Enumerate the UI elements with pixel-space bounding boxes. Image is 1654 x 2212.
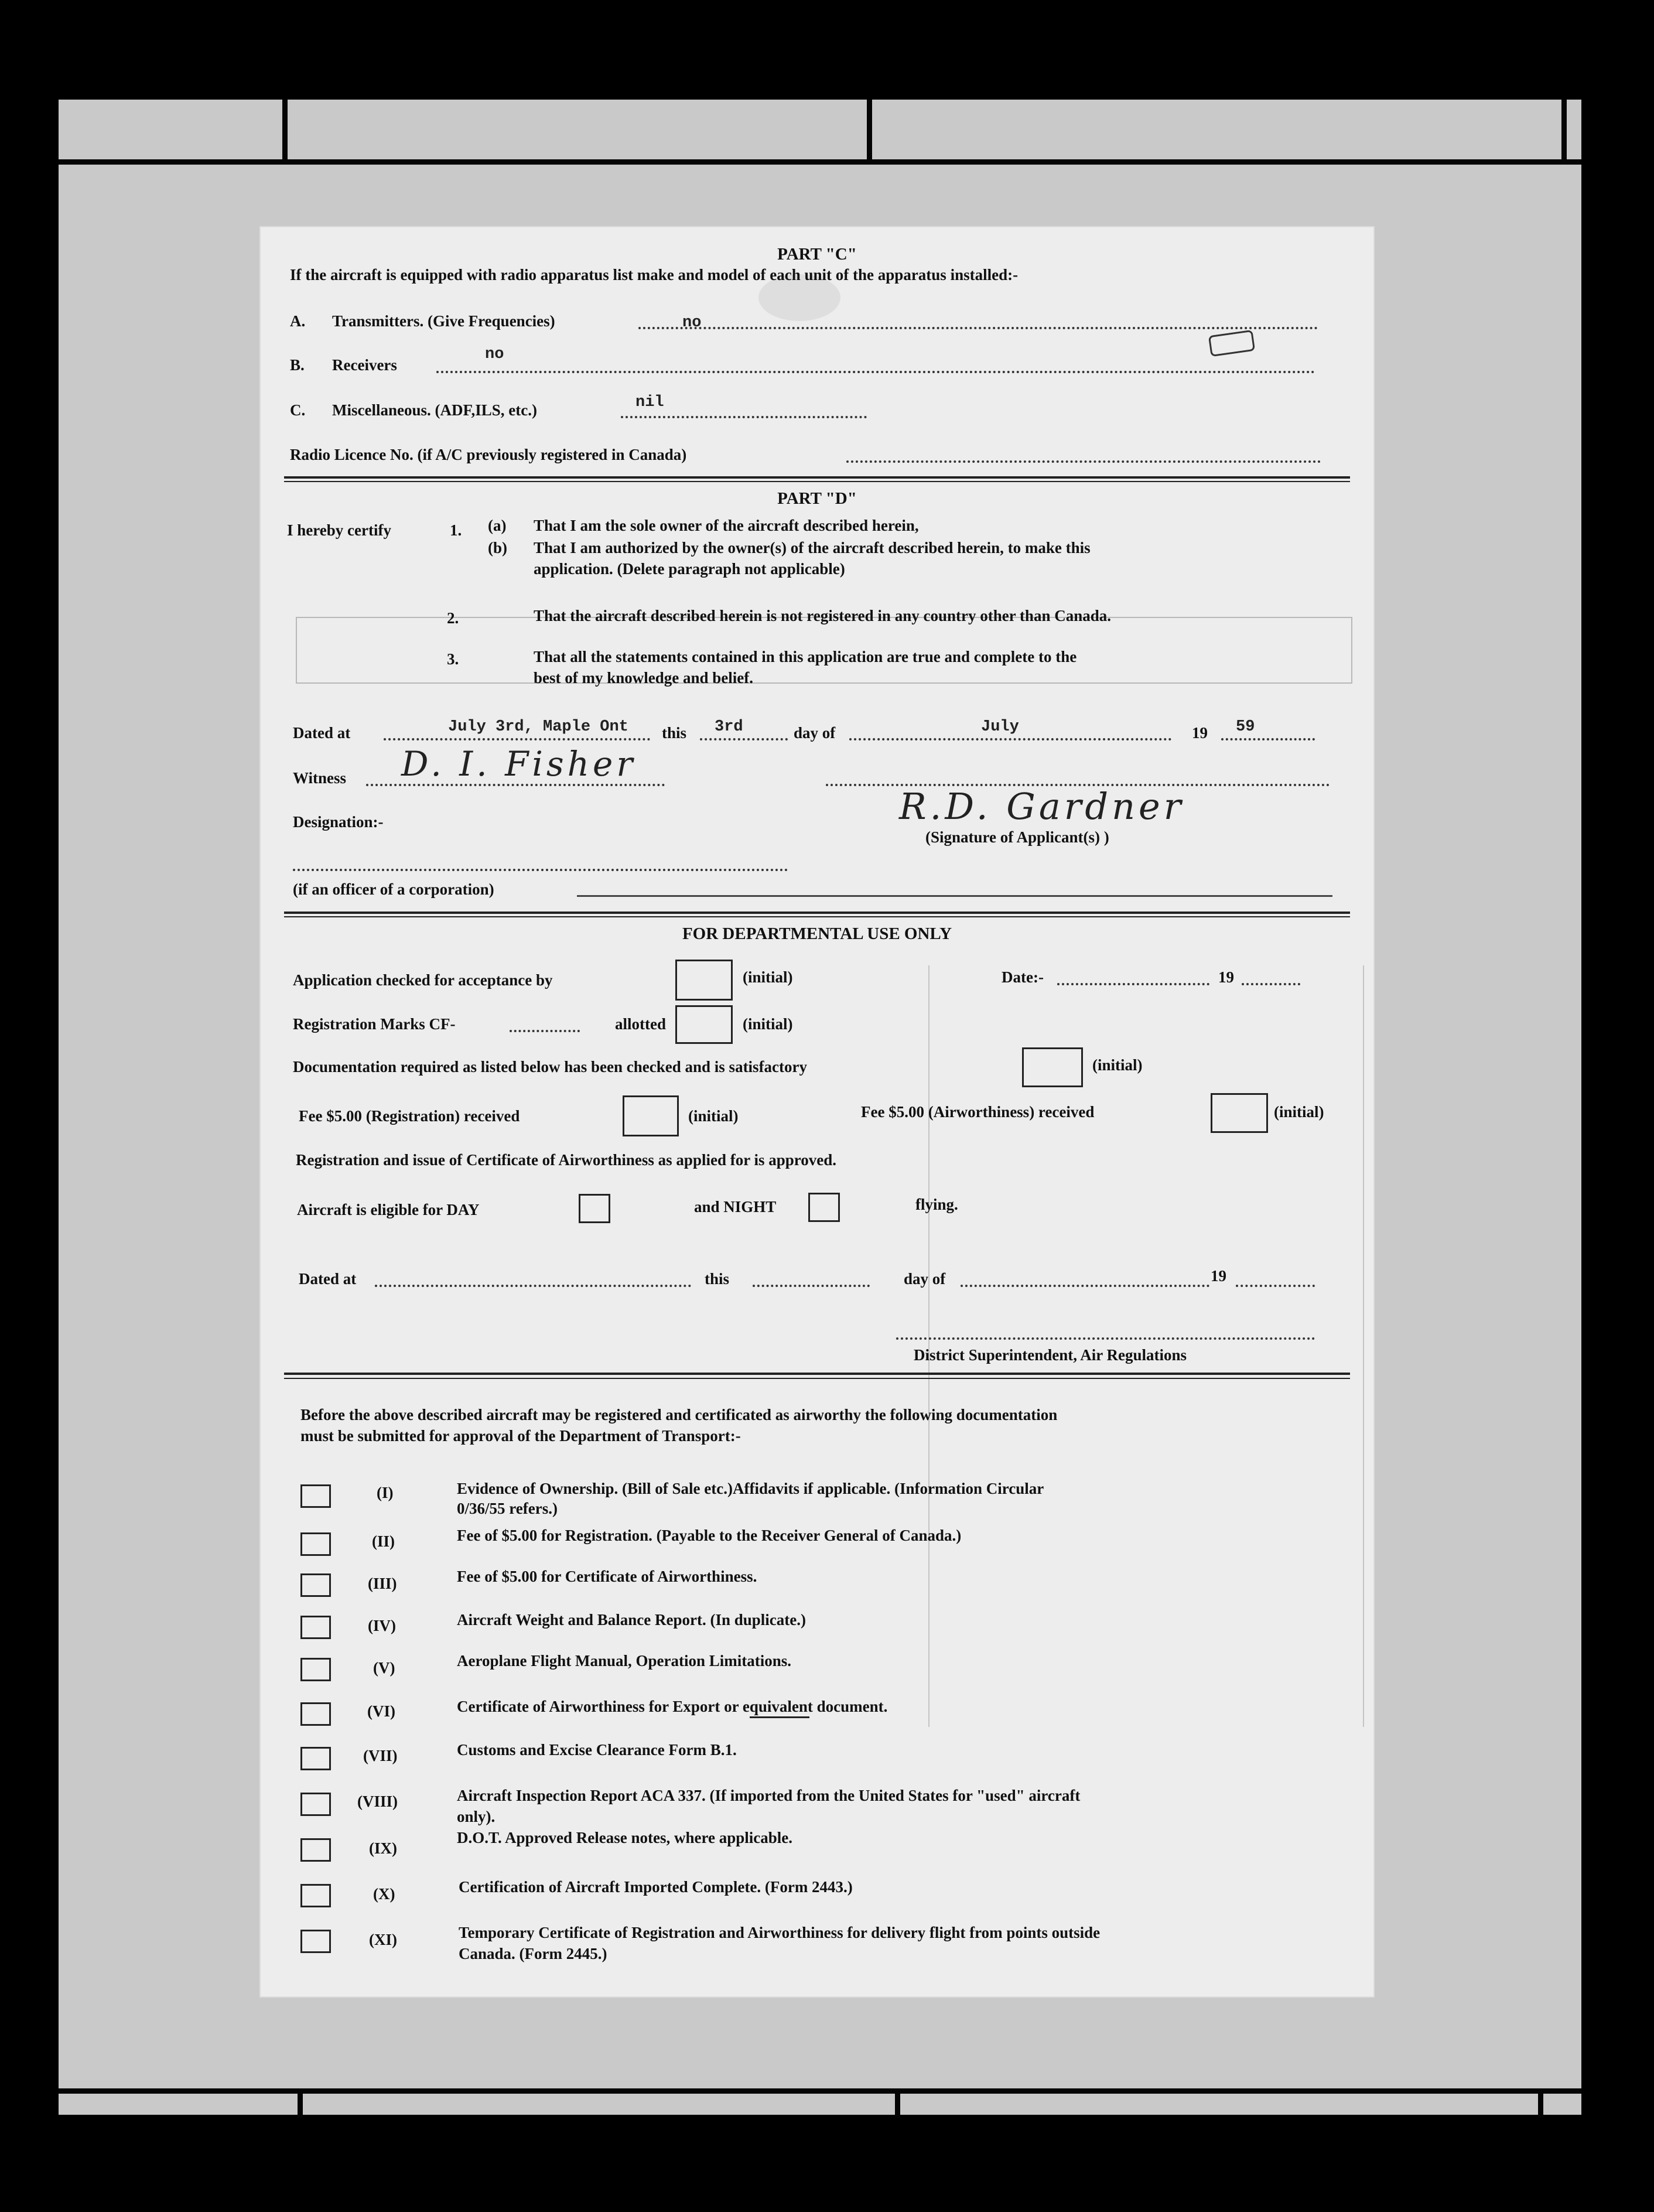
doc-item-number: (X) — [373, 1885, 395, 1903]
reg-marks-initial-label: (initial) — [743, 1015, 793, 1033]
doc-item-text: Fee of $5.00 for Registration. (Payable to the Receiver General of Canada.) — [457, 1527, 962, 1544]
clause-2-text: That the aircraft described herein is not registered in any country other than Canada. — [534, 607, 1111, 624]
fee-registration-label: Fee $5.00 (Registration) received — [299, 1107, 520, 1125]
dated-at-field-line — [384, 738, 650, 740]
this-field-line — [700, 738, 788, 740]
designation-field-line — [293, 869, 788, 871]
this-value[interactable]: 3rd — [715, 718, 743, 736]
dept-dated-at-field-line — [375, 1285, 691, 1287]
doc-item-number: (III) — [368, 1575, 397, 1592]
clause-1b-mark: (b) — [488, 539, 507, 557]
dept-year-prefix: 19 — [1211, 1267, 1226, 1285]
date-year-field-line — [1242, 983, 1300, 985]
radio-licence-field-line — [846, 460, 1321, 463]
night-checkbox[interactable] — [808, 1193, 840, 1222]
fee-registration-initial-label: (initial) — [688, 1107, 739, 1125]
doc-item-checkbox[interactable] — [300, 1532, 331, 1556]
officer-field-line — [577, 895, 1332, 897]
departmental-heading: FOR DEPARTMENTAL USE ONLY — [682, 924, 952, 943]
export-underline — [750, 1716, 809, 1718]
month-value[interactable]: July — [981, 718, 1019, 736]
miscellaneous-letter: C. — [290, 401, 306, 419]
receivers-label: Receivers — [332, 356, 397, 374]
documentation-intro-2: must be submitted for approval of the Department of Transport:- — [300, 1427, 741, 1445]
eligible-day-label: Aircraft is eligible for DAY — [297, 1201, 480, 1218]
doc-item-text-continued: 0/36/55 refers.) — [457, 1500, 558, 1517]
dept-month-field-line — [961, 1285, 1209, 1287]
year-field-line — [1221, 738, 1315, 740]
app-checked-label: Application checked for acceptance by — [293, 971, 553, 989]
doc-item-checkbox[interactable] — [300, 1484, 331, 1508]
part-c-heading: PART "C" — [777, 245, 857, 264]
doc-item-text: Aircraft Inspection Report ACA 337. (If imported from the United States for "used" aircraft — [457, 1787, 1081, 1804]
doc-item-number: (VI) — [367, 1702, 395, 1720]
dated-at-value[interactable]: July 3rd, Maple Ont — [448, 718, 628, 736]
year-value[interactable]: 59 — [1236, 718, 1255, 736]
clause-1a-text: That I am the sole owner of the aircraft described herein, — [534, 517, 919, 534]
doc-item-checkbox[interactable] — [300, 1702, 331, 1726]
reg-marks-field-line — [510, 1030, 580, 1032]
doc-item-text: Customs and Excise Clearance Form B.1. — [457, 1741, 737, 1759]
doc-item-text: Fee of $5.00 for Certificate of Airworthiness. — [457, 1568, 757, 1585]
miscellaneous-field-line — [621, 416, 867, 418]
documentation-checked-label: Documentation required as listed below has been checked and is satisfactory — [293, 1058, 808, 1076]
receivers-letter: B. — [290, 356, 305, 374]
fee-airworthiness-label: Fee $5.00 (Airworthiness) received — [861, 1103, 1095, 1121]
part-c-intro: If the aircraft is equipped with radio apparatus list make and model of each unit of the apparatus installed:- — [290, 266, 1019, 284]
doc-item-text-continued: Canada. (Form 2445.) — [459, 1945, 607, 1962]
section-divider — [284, 1378, 1350, 1379]
clause-1a-mark: (a) — [488, 517, 507, 534]
app-checked-initial-box[interactable] — [675, 960, 733, 1001]
witness-field-line — [366, 784, 665, 786]
doc-item-number: (VII) — [363, 1747, 398, 1764]
superintendent-label: District Superintendent, Air Regulations — [914, 1346, 1187, 1364]
applicant-signature: R.D. Gardner — [899, 785, 1185, 828]
dept-this-field-line — [753, 1285, 870, 1287]
frame-divider — [895, 2091, 900, 2118]
clause-1b-text-1: That I am authorized by the owner(s) of the aircraft described herein, to make this — [534, 539, 1091, 557]
transmitters-value[interactable]: no — [682, 314, 702, 332]
approval-statement: Registration and issue of Certificate of Airworthiness as applied for is approved. — [296, 1151, 836, 1169]
day-checkbox[interactable] — [579, 1194, 610, 1223]
part-d-heading: PART "D" — [777, 489, 857, 508]
transmitters-label: Transmitters. (Give Frequencies) — [332, 312, 555, 330]
documentation-initial-label: (initial) — [1092, 1056, 1143, 1074]
doc-item-number: (XI) — [369, 1931, 397, 1948]
section-divider — [284, 912, 1350, 914]
section-divider — [284, 916, 1350, 917]
clause-3-text-2: best of my knowledge and belief. — [534, 669, 754, 687]
doc-item-number: (I) — [377, 1484, 394, 1501]
documentation-intro-1: Before the above described aircraft may be registered and certificated as airworthy the following documentation — [300, 1406, 1058, 1424]
frame-divider — [282, 100, 288, 161]
section-divider — [284, 481, 1350, 482]
smudge-mark — [1208, 330, 1255, 357]
frame-divider — [867, 100, 872, 161]
certify-label: I hereby certify — [287, 521, 391, 539]
doc-item-checkbox[interactable] — [300, 1930, 331, 1953]
doc-item-text: Temporary Certificate of Registration and Airworthiness for delivery flight from points outside — [459, 1924, 1101, 1941]
doc-item-checkbox[interactable] — [300, 1658, 331, 1681]
doc-item-number: (VIII) — [357, 1793, 398, 1810]
reg-marks-label: Registration Marks CF- — [293, 1015, 456, 1033]
doc-item-text-continued: only). — [457, 1808, 495, 1825]
section-divider — [284, 476, 1350, 479]
miscellaneous-label: Miscellaneous. (ADF,ILS, etc.) — [332, 401, 537, 419]
doc-item-text: Evidence of Ownership. (Bill of Sale etc.)Affidavits if applicable. (Information Circular — [457, 1480, 1044, 1497]
clause-3-text-1: That all the statements contained in this application are true and complete to the — [534, 648, 1077, 665]
frame-divider — [1561, 100, 1567, 161]
frame-bottom-line — [59, 2088, 1581, 2094]
month-field-line — [849, 738, 1171, 740]
doc-item-checkbox[interactable] — [300, 1838, 331, 1862]
miscellaneous-value[interactable]: nil — [635, 394, 664, 411]
doc-item-text: Certificate of Airworthiness for Export or equivalent document. — [457, 1698, 888, 1715]
year-prefix: 19 — [1192, 724, 1208, 742]
frame-divider — [298, 2091, 303, 2118]
doc-item-text: Certification of Aircraft Imported Complete. (Form 2443.) — [459, 1878, 853, 1896]
allotted-label: allotted — [615, 1015, 666, 1033]
this-label: this — [662, 724, 687, 742]
dept-day-of-label: day of — [904, 1270, 946, 1288]
doc-item-number: (IX) — [369, 1839, 397, 1857]
witness-label: Witness — [293, 769, 347, 787]
dept-this-label: this — [705, 1270, 730, 1288]
radio-licence-label: Radio Licence No. (if A/C previously registered in Canada) — [290, 446, 687, 463]
receivers-value[interactable]: no — [485, 346, 504, 363]
doc-item-number: (IV) — [368, 1617, 396, 1634]
doc-item-number: (V) — [373, 1659, 395, 1677]
dept-year-field-line — [1236, 1285, 1315, 1287]
doc-item-checkbox[interactable] — [300, 1616, 331, 1639]
clause-1b-text-2: application. (Delete paragraph not applicable) — [534, 560, 845, 578]
date-year-prefix: 19 — [1218, 968, 1234, 986]
date-field-line — [1057, 983, 1209, 985]
documentation-initial-box[interactable] — [1022, 1047, 1083, 1087]
doc-item-checkbox[interactable] — [300, 1573, 331, 1597]
form-sheet — [261, 227, 1373, 1996]
doc-item-text: Aeroplane Flight Manual, Operation Limitations. — [457, 1652, 792, 1670]
dept-dated-at-label: Dated at — [299, 1270, 357, 1288]
designation-label: Designation:- — [293, 813, 384, 831]
section-divider — [284, 1373, 1350, 1375]
fee-airworthiness-initial-label: (initial) — [1274, 1103, 1324, 1121]
day-of-label: day of — [794, 724, 836, 742]
and-night-label: and NIGHT — [694, 1198, 777, 1216]
doc-item-number: (II) — [372, 1532, 395, 1550]
witness-signature: D. I. Fisher — [401, 744, 637, 784]
transmitters-letter: A. — [290, 312, 306, 330]
app-checked-initial-label: (initial) — [743, 968, 793, 986]
frame-divider — [1538, 2091, 1543, 2118]
clause-1-number: 1. — [450, 521, 462, 539]
doc-item-text: D.O.T. Approved Release notes, where applicable. — [457, 1829, 792, 1846]
doc-item-text: Aircraft Weight and Balance Report. (In duplicate.) — [457, 1611, 806, 1629]
date-label: Date:- — [1002, 968, 1044, 986]
doc-item-checkbox[interactable] — [300, 1884, 331, 1907]
fee-airworthiness-initial-box[interactable] — [1211, 1093, 1268, 1133]
doc-item-checkbox[interactable] — [300, 1793, 331, 1816]
transmitters-field-line — [638, 327, 1318, 329]
clause-3-number: 3. — [447, 650, 459, 668]
officer-label: (if an officer of a corporation) — [293, 880, 494, 898]
receivers-field-line — [436, 371, 1315, 373]
doc-item-checkbox[interactable] — [300, 1747, 331, 1770]
dated-at-label: Dated at — [293, 724, 351, 742]
clause-2-number: 2. — [447, 609, 459, 627]
superintendent-signature-line — [896, 1337, 1315, 1340]
reg-marks-initial-box[interactable] — [675, 1005, 733, 1044]
signature-caption: (Signature of Applicant(s) ) — [925, 828, 1109, 846]
flying-label: flying. — [915, 1196, 958, 1213]
fee-registration-initial-box[interactable] — [623, 1095, 679, 1136]
